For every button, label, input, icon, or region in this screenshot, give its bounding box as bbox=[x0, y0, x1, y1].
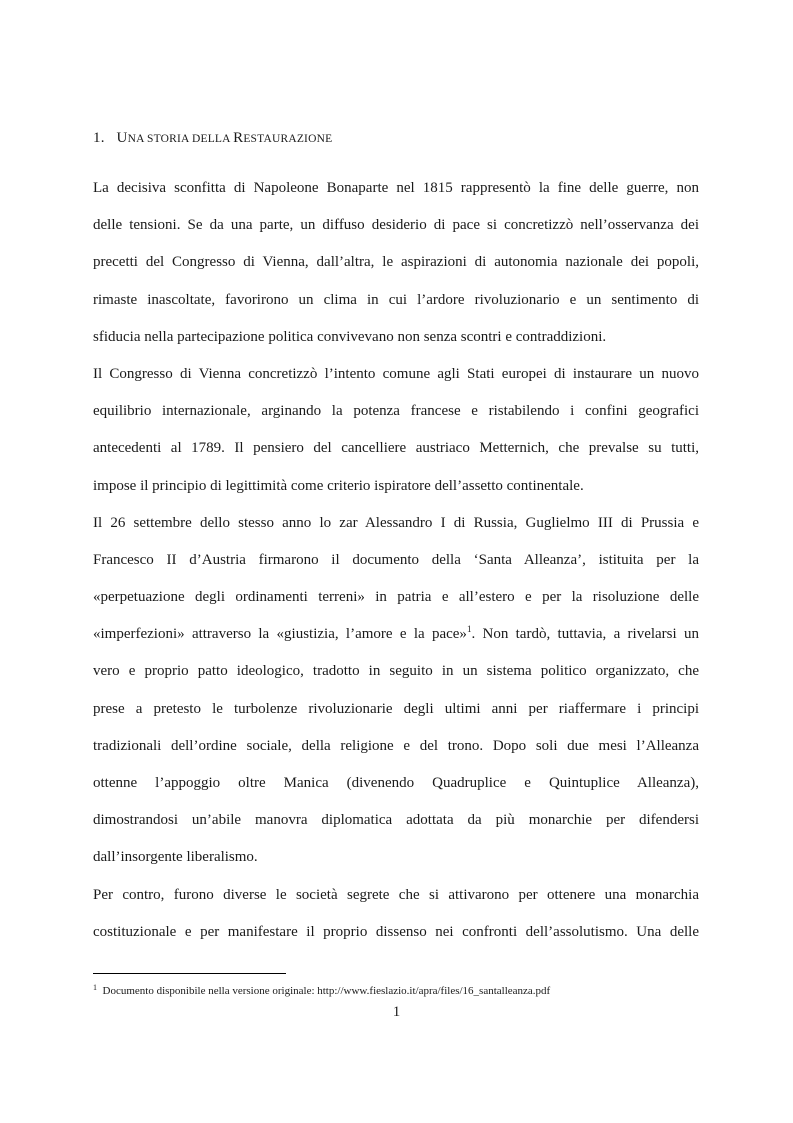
text-line: antecedenti al 1789. Il pensiero del cancelliere austriaco Metternich, che prevalse su tutti, bbox=[93, 440, 699, 457]
section-title-part: NA STORIA DELLA bbox=[127, 133, 234, 145]
paragraph-1 bbox=[93, 170, 699, 356]
text-line: costituzionale e per manifestare il proprio dissenso nei confronti dell’assolutismo. Una delle bbox=[93, 923, 699, 940]
section-title-part: ESTAURAZIONE bbox=[243, 133, 333, 145]
text-line: rimaste inascoltate, favorirono un clima in cui l’ardore rivoluzionario e un sentimento di bbox=[93, 291, 699, 308]
text-line: equilibrio internazionale, arginando la potenza francese e ristabilendo i confini geografici bbox=[93, 403, 699, 420]
paragraph-3 bbox=[93, 505, 699, 877]
text-segment: «imperfezioni» attraverso la «giustizia, l’amore e la pace» bbox=[93, 626, 467, 643]
text-line: «perpetuazione degli ordinamenti terreni» in patria e all’estero e per la risoluzione delle bbox=[93, 589, 699, 606]
text-line: dimostrandosi un’abile manovra diplomatica adottata da più monarchie per difendersi bbox=[93, 812, 699, 829]
section-heading bbox=[93, 130, 332, 147]
text-line: impose il principio di legittimità come criterio ispiratore dell’assetto continentale. bbox=[93, 477, 584, 494]
section-title-part: U bbox=[116, 130, 128, 146]
body-text bbox=[93, 170, 699, 951]
section-number: 1. bbox=[93, 130, 105, 146]
text-line-with-footnote bbox=[93, 616, 699, 653]
text-line: La decisiva sconfitta di Napoleone Bonaparte nel 1815 rappresentò la fine delle guerre, non bbox=[93, 180, 699, 196]
text-line: Per contro, furono diverse le società segrete che si attivarono per ottenere una monarchia bbox=[93, 886, 699, 903]
text-segment: . Non tardò, tuttavia, a rivelarsi un bbox=[471, 626, 699, 643]
paragraph-2 bbox=[93, 356, 699, 505]
footnote-marker: 1 bbox=[93, 983, 97, 992]
text-line: delle tensioni. Se da una parte, un diffuso desiderio di pace si concretizzò nell’osservanza dei bbox=[93, 217, 699, 234]
text-line: dall’insorgente liberalismo. bbox=[93, 849, 258, 866]
page-number: 1 bbox=[392, 1004, 401, 1020]
text-line: sfiducia nella partecipazione politica convivevano non senza scontri e contraddizioni. bbox=[93, 328, 607, 345]
section-title-part: R bbox=[233, 130, 244, 146]
footnote-reference[interactable]: 1 bbox=[466, 624, 472, 635]
footnote-text[interactable]: Documento disponibile nella versione originale: http://www.fieslazio.it/apra/files/16_santalleanza.pdf bbox=[102, 985, 551, 997]
paragraph-4 bbox=[93, 877, 699, 951]
text-line: prese a pretesto le turbolenze rivoluzionarie degli ultimi anni per riaffermare i principi bbox=[93, 700, 699, 717]
footnote-separator bbox=[93, 973, 286, 974]
text-line: ottenne l’appoggio oltre Manica (divenendo Quadruplice e Quintuplice Alleanza), bbox=[93, 775, 699, 791]
text-line: Francesco II d’Austria firmarono il documento della ‘Santa Alleanza’, istituita per la bbox=[93, 551, 699, 568]
text-line: tradizionali dell’ordine sociale, della religione e del trono. Dopo soli due mesi l’Alleanza bbox=[93, 737, 699, 754]
text-line: Il 26 settembre dello stesso anno lo zar Alessandro I di Russia, Guglielmo III di Prussia e bbox=[93, 514, 699, 531]
footnote bbox=[93, 985, 550, 997]
text-line: precetti del Congresso di Vienna, dall’altra, le aspirazioni di autonomia nazionale dei popoli, bbox=[93, 254, 699, 271]
text-line: vero e proprio patto ideologico, tradotto in seguito in un sistema politico organizzato, che bbox=[93, 663, 699, 680]
text-line: Il Congresso di Vienna concretizzò l’intento comune agli Stati europei di instaurare un nuovo bbox=[93, 365, 699, 382]
